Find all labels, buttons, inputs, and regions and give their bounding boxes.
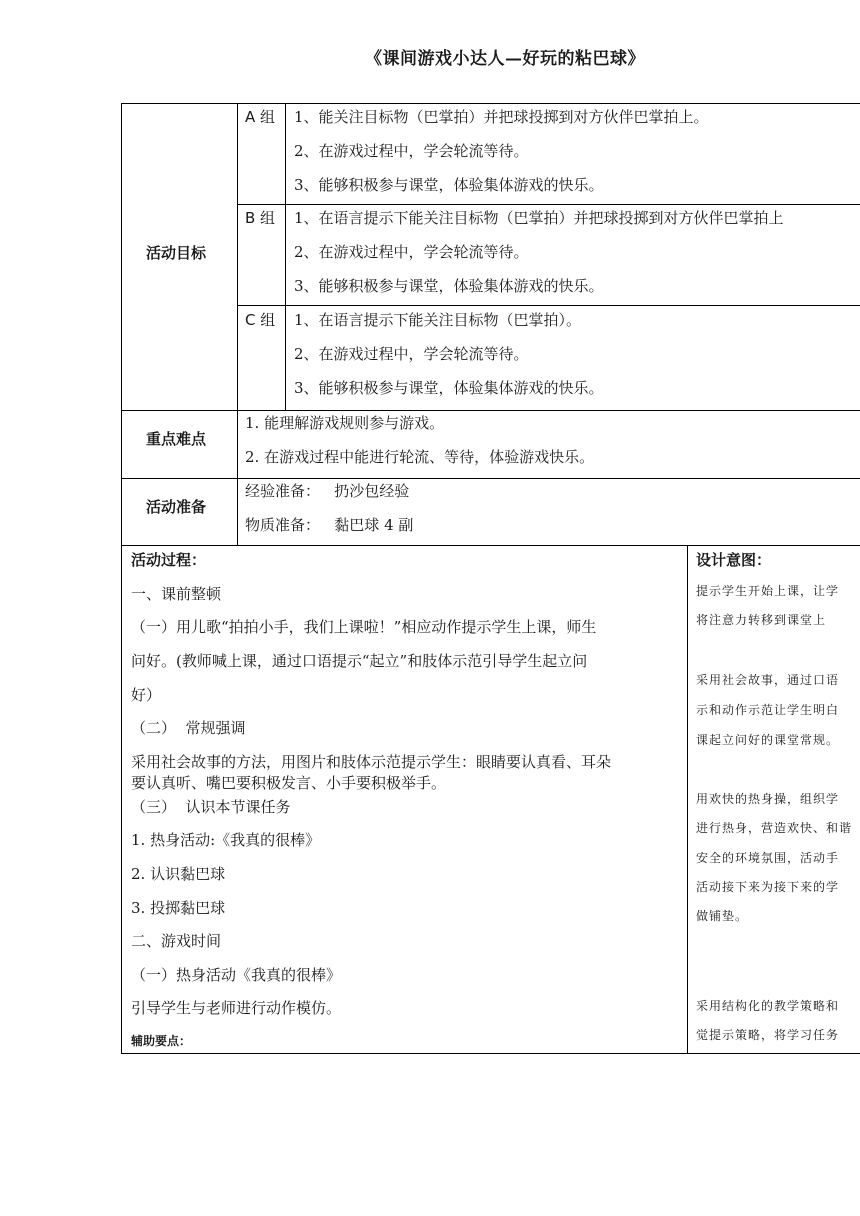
group-a-item: 2、在游戏过程中，学会轮流等待。 bbox=[294, 142, 529, 160]
group-a-item: 1、能关注目标物（巴掌拍）并把球投掷到对方伙伴巴掌拍上。 bbox=[294, 108, 709, 126]
group-c-label: C 组 bbox=[245, 311, 276, 329]
objectives-label: 活动目标 bbox=[146, 244, 207, 262]
design-note: 活动接下来为接下来的学 bbox=[696, 880, 840, 894]
design-note: 用欢快的热身操，组织学 bbox=[696, 792, 840, 806]
process-line: 问好。(教师喊上课，通过口语提示“起立”和肢体示范引导学生起立问 bbox=[131, 652, 588, 670]
design-note: 将注意力转移到课堂上 bbox=[696, 613, 827, 627]
group-b-item: 1、在语言提示下能关注目标物（巴掌拍）并把球投掷到对方伙伴巴掌拍上 bbox=[294, 209, 784, 227]
key-point-item: 1. 能理解游戏规则参与游戏。 bbox=[245, 414, 445, 432]
group-a-item: 3、能够积极参与课堂，体验集体游戏的快乐。 bbox=[294, 176, 604, 194]
design-note: 安全的环境氛围，活动手 bbox=[696, 851, 840, 865]
process-line: 辅助要点： bbox=[131, 1034, 192, 1048]
key-points-label: 重点难点 bbox=[146, 430, 207, 448]
group-b-label: B 组 bbox=[245, 209, 276, 227]
process-line: 1. 热身活动:《我真的很棒》 bbox=[131, 831, 321, 849]
design-label: 设计意图： bbox=[696, 551, 772, 569]
design-note: 课起立问好的课堂常规。 bbox=[696, 733, 840, 747]
design-note: 采用结构化的教学策略和 bbox=[696, 999, 840, 1013]
table-border-bottom bbox=[121, 1053, 860, 1054]
row-divider-preparation bbox=[121, 545, 860, 546]
preparation-item: 经验准备： 扔沙包经验 bbox=[245, 482, 410, 500]
group-c-item: 2、在游戏过程中，学会轮流等待。 bbox=[294, 345, 529, 363]
key-point-item: 2. 在游戏过程中能进行轮流、等待，体验游戏快乐。 bbox=[245, 448, 595, 466]
process-line: 采用社会故事的方法，用图片和肢体示范提示学生：眼睛要认真看、耳朵 bbox=[131, 753, 612, 771]
process-line: 一、课前整顿 bbox=[131, 585, 222, 603]
design-note: 进行热身，营造欢快、和谐 bbox=[696, 821, 853, 835]
design-note: 觉提示策略，将学习任务 bbox=[696, 1028, 840, 1042]
group-column-divider bbox=[285, 103, 286, 411]
row-divider-objectives bbox=[121, 410, 860, 411]
process-line: 2. 认识黏巴球 bbox=[131, 865, 226, 883]
design-note: 示和动作示范让学生明白 bbox=[696, 703, 840, 717]
table-border-left bbox=[121, 103, 122, 1054]
page-title: 《课间游戏小达人—好玩的粘巴球》 bbox=[365, 49, 645, 69]
process-line: 要认真听、嘴巴要积极发言、小手要积极举手。 bbox=[131, 774, 447, 792]
process-line: （二） 常规强调 bbox=[131, 719, 246, 737]
process-line: （三） 认识本节课任务 bbox=[131, 798, 291, 816]
group-divider-b-c bbox=[237, 305, 860, 306]
row-divider-keypoints bbox=[121, 478, 860, 479]
process-line: 好） bbox=[131, 686, 162, 704]
design-column-divider bbox=[687, 545, 688, 1054]
group-divider-a-b bbox=[237, 204, 860, 205]
group-c-item: 1、在语言提示下能关注目标物（巴掌拍）。 bbox=[294, 311, 582, 329]
design-note: 提示学生开始上课，让学 bbox=[696, 584, 840, 598]
preparation-label: 活动准备 bbox=[146, 498, 207, 516]
group-b-item: 2、在游戏过程中，学会轮流等待。 bbox=[294, 243, 529, 261]
label-column-divider bbox=[237, 103, 238, 546]
process-label: 活动过程： bbox=[131, 551, 207, 569]
group-b-item: 3、能够积极参与课堂，体验集体游戏的快乐。 bbox=[294, 277, 604, 295]
preparation-item: 物质准备： 黏巴球 4 副 bbox=[245, 516, 414, 534]
process-line: 引导学生与老师进行动作模仿。 bbox=[131, 999, 342, 1017]
group-a-label: A 组 bbox=[245, 108, 276, 126]
table-border-top bbox=[121, 103, 860, 104]
group-c-item: 3、能够积极参与课堂，体验集体游戏的快乐。 bbox=[294, 379, 604, 397]
process-line: 3. 投掷黏巴球 bbox=[131, 899, 226, 917]
design-note: 采用社会故事，通过口语 bbox=[696, 673, 840, 687]
process-line: （一）热身活动《我真的很棒》 bbox=[131, 966, 342, 984]
process-line: （一）用儿歌“拍拍小手，我们上课啦！”相应动作提示学生上课，师生 bbox=[131, 618, 597, 636]
process-line: 二、游戏时间 bbox=[131, 932, 222, 950]
design-note: 做铺垫。 bbox=[696, 909, 749, 923]
